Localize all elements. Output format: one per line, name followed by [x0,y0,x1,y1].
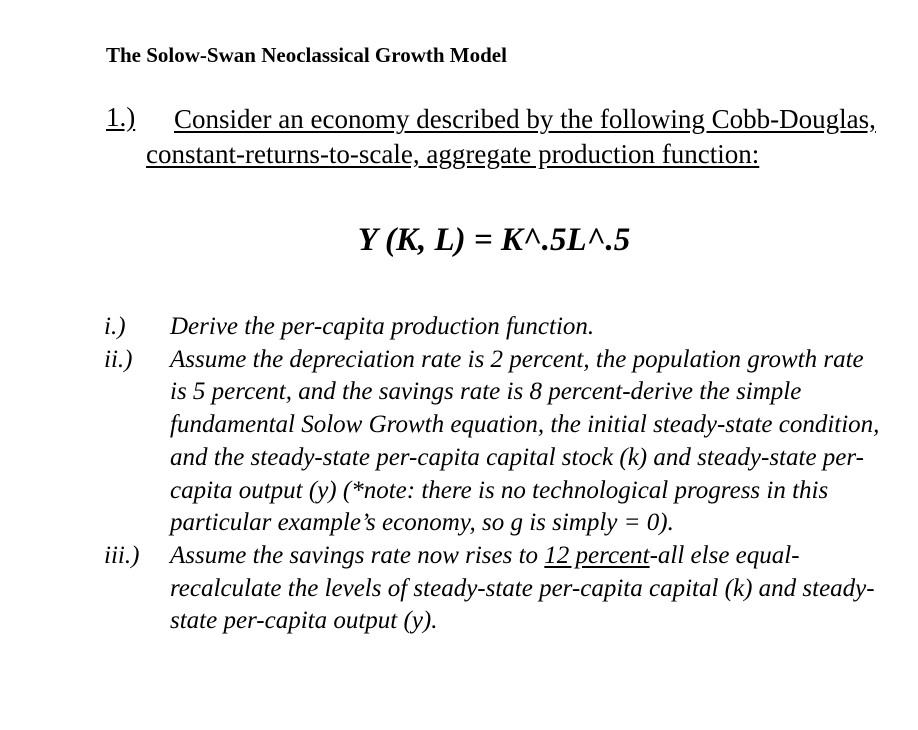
sub-question-label: ii.) [104,345,133,373]
sub-question-i [104,311,884,344]
sub-question-text-after: -all else equal-recalculate the levels of steady-state per-capita capital (k) and steady-state per-capita output (y). [170,541,875,635]
sub-question-label: iii.) [104,541,140,569]
sub-question-text: Assume the depreciation rate is 2 percent, the population growth rate is 5 percent, and the savings rate is 8 percent-derive the simple fundamental Solow Growth equation, the initial steady-state condition, and the steady-state per-capita capital stock (k) and steady-state per-capita output (y) (*note: there is no technological progress in this particular example’s economy, so g is simply = 0). [170,345,880,537]
sub-question-text [170,540,884,638]
sub-question-list [104,311,884,638]
sub-question-text: Derive the per-capita production function. [170,313,595,340]
sub-question-label: i.) [104,313,126,340]
sub-question-ii [104,344,884,540]
question-number: 1.) [106,102,136,132]
savings-rate-emphasis: 12 percent [544,541,650,569]
production-function-equation: Y (K, L) = K^.5L^.5 [357,222,631,258]
question-text: Consider an economy described by the following Cobb-Douglas, constant-returns-to-scale, aggregate production function: [146,104,876,169]
sub-question-text-before: Assume the savings rate now rises to [170,541,545,569]
question-text-block [146,102,886,172]
sub-question-iii [104,540,884,638]
document-title: The Solow-Swan Neoclassical Growth Model [106,43,507,67]
